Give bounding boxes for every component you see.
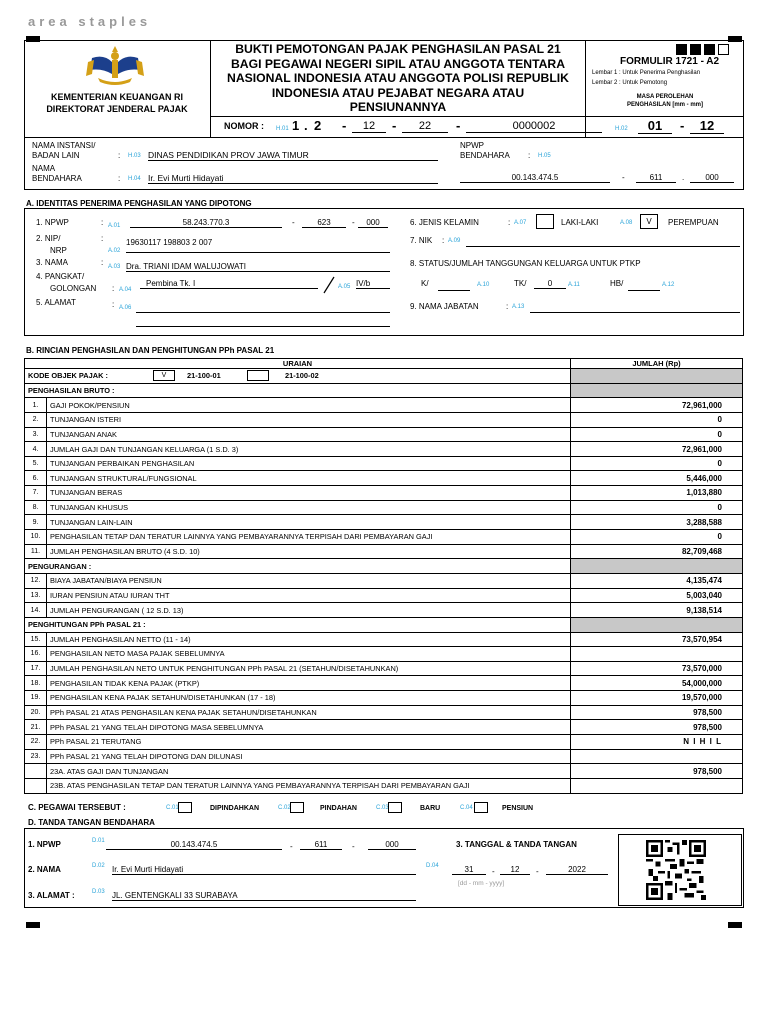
kode-1-checkbox[interactable]: V bbox=[153, 370, 175, 381]
row-label: PENGHASILAN TETAP DAN TERATUR LAINNYA YANG PEMBAYARANNYA TERPISAH DARI PEMBAYARAN GAJI bbox=[47, 530, 571, 545]
row-amount[interactable]: 3,288,588 bbox=[571, 515, 743, 530]
instansi-value[interactable]: DINAS PENDIDIKAN PROV JAWA TIMUR bbox=[148, 150, 438, 161]
col-jumlah: JUMLAH (Rp) bbox=[571, 359, 743, 369]
row-amount[interactable]: 9,138,514 bbox=[571, 603, 743, 618]
instansi-code: H.03 bbox=[128, 153, 141, 159]
row-label: TUNJANGAN BERAS bbox=[47, 486, 571, 501]
a-nama-value[interactable]: Dra. TRIANI IDAM WALUJOWATI bbox=[126, 262, 390, 272]
a-nama-label: 3. NAMA bbox=[36, 258, 69, 267]
table-row bbox=[25, 691, 743, 706]
d-date-dash-1: - bbox=[492, 867, 495, 876]
d-npwp-dash: - bbox=[290, 842, 293, 851]
instansi-colon: : bbox=[118, 151, 121, 160]
row-number bbox=[25, 778, 47, 793]
a-k-input[interactable] bbox=[438, 290, 470, 291]
bendahara-label-2: BENDAHARA bbox=[32, 174, 82, 183]
a-jk-code-1: A.07 bbox=[514, 220, 527, 226]
a-npwp-dash-2: - bbox=[352, 218, 355, 227]
row-number: 2. bbox=[25, 412, 47, 427]
d-npwp-dash-2: - bbox=[352, 842, 355, 851]
row-number: 23. bbox=[25, 749, 47, 764]
row-label: TUNJANGAN ANAK bbox=[47, 427, 571, 442]
row-label: PPh PASAL 21 TERUTANG bbox=[47, 735, 571, 750]
pindahan-label: PINDAHAN bbox=[320, 805, 357, 812]
section-head-row bbox=[25, 559, 743, 574]
nomor-dash-3: - bbox=[456, 118, 461, 133]
a-alamat-colon: : bbox=[112, 300, 115, 309]
a-nip-value[interactable]: 19630117 198803 2 007 bbox=[126, 238, 213, 247]
row-number: 11. bbox=[25, 544, 47, 559]
section-head-label: PENGHITUNGAN PPh PASAL 21 : bbox=[25, 617, 571, 632]
row-amount[interactable] bbox=[571, 778, 743, 793]
table-row bbox=[25, 427, 743, 442]
table-row bbox=[25, 500, 743, 515]
row-number: 5. bbox=[25, 456, 47, 471]
row-label: PENGHASILAN TIDAK KENA PAJAK (PTKP) bbox=[47, 676, 571, 691]
npwp-bendahara-1[interactable]: 00.143.474.5 bbox=[460, 173, 610, 183]
row-number: 22. bbox=[25, 735, 47, 750]
a-nik-code: A.09 bbox=[448, 238, 461, 244]
masa-label-2: PENGHASILAN [mm - mm] bbox=[626, 102, 703, 108]
row-amount[interactable]: 5,003,040 bbox=[571, 588, 743, 603]
npwp-bendahara-code: H.05 bbox=[538, 153, 551, 159]
row-amount[interactable]: 72,961,000 bbox=[571, 442, 743, 457]
row-amount[interactable]: 0 bbox=[571, 412, 743, 427]
qr-code-icon bbox=[646, 840, 706, 900]
header-divider-nomor bbox=[210, 116, 744, 117]
a-npwp-code: A.01 bbox=[108, 223, 121, 229]
row-amount[interactable]: 4,135,474 bbox=[571, 573, 743, 588]
c03-code: C.03 bbox=[376, 805, 389, 811]
npwp-bendahara-2[interactable]: 611 bbox=[636, 173, 676, 183]
table-row bbox=[25, 778, 743, 793]
kode-objek-cell bbox=[25, 369, 571, 384]
lembar-1: Lembar 1 : Untuk Penerima Penghasilan bbox=[592, 70, 701, 76]
instansi-label-1: NAMA INSTANSI/ bbox=[32, 141, 96, 150]
row-label: JUMLAH PENGHASILAN NETO UNTUK PENGHITUNGAN PPh PASAL 21 (SETAHUN/DISETAHUNKAN) bbox=[47, 661, 571, 676]
nomor-part-1[interactable]: 1 bbox=[292, 118, 300, 133]
d-nama-code: D.02 bbox=[92, 863, 105, 869]
kode-1-label: 21-100-01 bbox=[187, 371, 221, 380]
a-nik-label: 7. NIK bbox=[410, 236, 433, 245]
row-number: 19. bbox=[25, 691, 47, 706]
baru-label: BARU bbox=[420, 805, 441, 812]
laki-laki-checkbox[interactable] bbox=[536, 214, 554, 229]
row-number: 10. bbox=[25, 530, 47, 545]
nomor-part-2[interactable]: 2 bbox=[314, 118, 322, 133]
a-npwp-label: 1. NPWP bbox=[36, 218, 69, 227]
masa-to[interactable]: 12 bbox=[690, 118, 724, 134]
nomor-dot: . bbox=[304, 118, 308, 133]
dipindahkan-label: DIPINDAHKAN bbox=[210, 805, 259, 812]
section-d-title: D. TANDA TANGAN BENDAHARA bbox=[28, 818, 155, 827]
a-pangkat-label-2: GOLONGAN bbox=[50, 284, 97, 293]
table-row bbox=[25, 471, 743, 486]
row-number: 8. bbox=[25, 500, 47, 515]
row-amount[interactable]: 0 bbox=[571, 530, 743, 545]
kode-2-checkbox[interactable] bbox=[247, 370, 269, 381]
form-name: FORMULIR 1721 - A2 bbox=[620, 56, 720, 67]
a-nik-colon: : bbox=[442, 236, 445, 245]
c01-code: C.01 bbox=[166, 805, 179, 811]
a-golongan-value[interactable]: IV/b bbox=[356, 279, 390, 289]
d-date-hint: [dd - mm - yyyy] bbox=[458, 880, 505, 887]
masa-code: H.02 bbox=[615, 126, 628, 132]
a-jk-label: 6. JENIS KELAMIN bbox=[410, 218, 479, 227]
a-pangkat-colon: : bbox=[112, 284, 115, 293]
row-label: TUNJANGAN ISTERI bbox=[47, 412, 571, 427]
table-header-row bbox=[25, 359, 743, 369]
d-date-yyyy[interactable]: 2022 bbox=[546, 865, 608, 875]
masa-dash: - bbox=[680, 118, 685, 133]
a-alamat-line-1[interactable] bbox=[136, 312, 390, 313]
a-npwp-1[interactable]: 58.243.770.3 bbox=[130, 218, 282, 228]
nomor-dash-1: - bbox=[342, 118, 347, 133]
a-k-label: K/ bbox=[421, 279, 429, 288]
row-label: PPh PASAL 21 ATAS PENGHASILAN KENA PAJAK SETAHUN/DISETAHUNKAN bbox=[47, 705, 571, 720]
row-number: 21. bbox=[25, 720, 47, 735]
header-divider-left bbox=[210, 40, 211, 138]
nomor-label: NOMOR : bbox=[224, 121, 264, 131]
a-gol-code: A.05 bbox=[338, 284, 351, 290]
nomor-code: H.01 bbox=[276, 126, 289, 132]
section-c-title: C. PEGAWAI TERSEBUT : bbox=[28, 803, 126, 812]
watermark-text: area staples bbox=[28, 14, 152, 29]
d-ttd-label: 3. TANGGAL & TANDA TANGAN bbox=[456, 840, 577, 849]
row-label: JUMLAH GAJI DAN TUNJANGAN KELUARGA (1 S.D. 3) bbox=[47, 442, 571, 457]
masa-label-1: MASA PEROLEHAN bbox=[636, 94, 694, 100]
row-number bbox=[25, 764, 47, 779]
a-pangkat-label-1: 4. PANGKAT/ bbox=[36, 272, 85, 281]
table-row bbox=[25, 676, 743, 691]
row-amount[interactable]: 73,570,000 bbox=[571, 661, 743, 676]
row-label: TUNJANGAN STRUKTURAL/FUNGSIONAL bbox=[47, 471, 571, 486]
row-number: 12. bbox=[25, 573, 47, 588]
a-jabatan-label: 9. NAMA JABATAN bbox=[410, 302, 479, 311]
d-ttd-code: D.04 bbox=[426, 863, 439, 869]
a-alamat-code: A.06 bbox=[119, 305, 132, 311]
a-jabatan-colon: : bbox=[506, 302, 509, 311]
row-label: JUMLAH PENGHASILAN BRUTO (4 S.D. 10) bbox=[47, 544, 571, 559]
a-jabatan-input[interactable] bbox=[530, 312, 740, 313]
row-number: 1. bbox=[25, 398, 47, 413]
a-npwp-dash: - bbox=[292, 218, 295, 227]
row-amount[interactable]: 978,500 bbox=[571, 720, 743, 735]
d-npwp-label: 1. NPWP bbox=[28, 840, 61, 849]
row-number: 9. bbox=[25, 515, 47, 530]
table-row bbox=[25, 398, 743, 413]
row-label: IURAN PENSIUN ATAU IURAN THT bbox=[47, 588, 571, 603]
a-npwp-3[interactable]: 000 bbox=[358, 218, 388, 228]
perempuan-checkbox[interactable]: V bbox=[640, 214, 658, 229]
table-row bbox=[25, 735, 743, 750]
lembar-2: Lembar 2 : Untuk Pemotong bbox=[592, 80, 668, 86]
table-row bbox=[25, 456, 743, 471]
row-number: 16. bbox=[25, 647, 47, 662]
row-amount[interactable]: 0 bbox=[571, 500, 743, 515]
row-number: 18. bbox=[25, 676, 47, 691]
section-head-label: PENGHASILAN BRUTO : bbox=[25, 383, 571, 398]
bendahara-colon: : bbox=[118, 174, 121, 183]
a-nip-label-2: NRP bbox=[50, 246, 67, 255]
gray-cell bbox=[571, 617, 743, 632]
a-tk-label: TK/ bbox=[514, 279, 527, 288]
gray-cell bbox=[571, 559, 743, 574]
col-uraian: URAIAN bbox=[25, 359, 571, 369]
form-page-boxes bbox=[676, 42, 742, 54]
row-amount[interactable]: 0 bbox=[571, 456, 743, 471]
rincian-table bbox=[24, 358, 743, 794]
nomor-part-5[interactable]: 0000002 bbox=[466, 120, 602, 133]
table-row bbox=[25, 588, 743, 603]
perempuan-label: PEREMPUAN bbox=[668, 218, 719, 227]
table-row bbox=[25, 412, 743, 427]
a-nip-colon: : bbox=[101, 234, 104, 243]
section-head-row bbox=[25, 617, 743, 632]
a-jk-code-2: A.08 bbox=[620, 220, 633, 226]
instansi-label-2: BADAN LAIN bbox=[32, 151, 80, 160]
a-jabatan-code: A.13 bbox=[512, 304, 525, 310]
c04-code: C.04 bbox=[460, 805, 473, 811]
section-head-row bbox=[25, 383, 743, 398]
nomor-dash-2: - bbox=[392, 118, 397, 133]
table-row bbox=[25, 632, 743, 647]
laki-laki-label: LAKI-LAKI bbox=[561, 218, 599, 227]
a-nama-code: A.03 bbox=[108, 264, 121, 270]
a-pangkat-code: A.04 bbox=[119, 287, 132, 293]
c02-code: C.02 bbox=[278, 805, 291, 811]
row-number: 4. bbox=[25, 442, 47, 457]
table-row bbox=[25, 764, 743, 779]
a-k-code: A.10 bbox=[477, 282, 490, 288]
d-npwp-2[interactable]: 611 bbox=[300, 840, 342, 850]
a-tk-code: A.11 bbox=[568, 282, 580, 288]
table-row bbox=[25, 486, 743, 501]
npwp-bendahara-dot: . bbox=[682, 173, 685, 182]
d-date-mm[interactable]: 12 bbox=[500, 865, 530, 875]
ministry-logo-icon bbox=[84, 44, 146, 86]
row-amount[interactable]: 1,013,880 bbox=[571, 486, 743, 501]
kode-objek-label: KODE OBJEK PAJAK : bbox=[28, 371, 108, 381]
a-nip-underline bbox=[126, 252, 390, 253]
npwp-bendahara-colon: : bbox=[528, 151, 531, 160]
row-number: 15. bbox=[25, 632, 47, 647]
row-label: TUNJANGAN LAIN-LAIN bbox=[47, 515, 571, 530]
d-npwp-1[interactable]: 00.143.474.5 bbox=[106, 840, 282, 850]
row-label: JUMLAH PENGHASILAN NETTO (11 - 14) bbox=[47, 632, 571, 647]
row-number: 14. bbox=[25, 603, 47, 618]
nomor-part-4[interactable]: 22 bbox=[402, 120, 448, 133]
npwp-bendahara-3[interactable]: 000 bbox=[690, 173, 734, 183]
d-npwp-code: D.01 bbox=[92, 838, 105, 844]
row-label: GAJI POKOK/PENSIUN bbox=[47, 398, 571, 413]
d-alamat-value[interactable]: JL. GENTENGKALI 33 SURABAYA bbox=[112, 891, 416, 901]
d-alamat-label: 3. ALAMAT : bbox=[28, 891, 75, 900]
row-label: TUNJANGAN KHUSUS bbox=[47, 500, 571, 515]
row-amount[interactable]: 0 bbox=[571, 427, 743, 442]
corner-mark-bottom-left bbox=[26, 922, 40, 928]
row-amount[interactable]: N I H I L bbox=[571, 735, 743, 750]
table-row bbox=[25, 530, 743, 545]
row-number: 7. bbox=[25, 486, 47, 501]
row-number: 13. bbox=[25, 588, 47, 603]
npwp-bendahara-label-2: BENDAHARA bbox=[460, 151, 510, 160]
row-amount[interactable]: 5,446,000 bbox=[571, 471, 743, 486]
d-alamat-code: D.03 bbox=[92, 889, 105, 895]
table-row bbox=[25, 647, 743, 662]
d-nama-label: 2. NAMA bbox=[28, 865, 61, 874]
pangkat-slash-icon bbox=[322, 276, 336, 294]
row-label: PPh PASAL 21 YANG TELAH DIPOTONG DAN DILUNASI bbox=[47, 749, 571, 764]
a-nip-code: A.02 bbox=[108, 248, 121, 254]
a-status-label: 8. STATUS/JUMLAH TANGGUNGAN KELUARGA UNTUK PTKP bbox=[410, 259, 641, 268]
a-nama-colon: : bbox=[101, 258, 104, 267]
pensiun-label: PENSIUN bbox=[502, 805, 534, 812]
table-row bbox=[25, 442, 743, 457]
bendahara-code: H.04 bbox=[128, 176, 141, 182]
a-npwp-2[interactable]: 623 bbox=[302, 218, 346, 228]
form-title: BUKTI PEMOTONGAN PAJAK PENGHASILAN PASAL 21 BAGI PEGAWAI NEGERI SIPIL ATAU ANGGOTA TENTARA NASIONAL INDONESIA ATAU ANGGOTA POLISI REPUBLIK INDONESIA ATAU PEJABAT NEGARA ATAU PENSIUNANNYA bbox=[227, 42, 569, 115]
row-label: PPh PASAL 21 YANG TELAH DIPOTONG MASA SEBELUMNYA bbox=[47, 720, 571, 735]
row-label: JUMLAH PENGURANGAN ( 12 S.D. 13) bbox=[47, 603, 571, 618]
d-date-dd[interactable]: 31 bbox=[452, 865, 486, 875]
a-pangkat-value[interactable]: Pembina Tk. I bbox=[140, 279, 318, 289]
row-label: 23A. ATAS GAJI DAN TUNJANGAN bbox=[47, 764, 571, 779]
table-row bbox=[25, 705, 743, 720]
directorate-name: DIREKTORAT JENDERAL PAJAK bbox=[46, 104, 188, 114]
a-hb-label: HB/ bbox=[610, 279, 624, 288]
d-date-dash-2: - bbox=[536, 867, 539, 876]
a-tk-value[interactable]: 0 bbox=[534, 279, 566, 289]
kode-gray-cell bbox=[571, 369, 743, 384]
a-jk-colon: : bbox=[508, 218, 511, 227]
row-amount[interactable]: 82,709,468 bbox=[571, 544, 743, 559]
a-nik-input[interactable] bbox=[466, 246, 740, 247]
kode-objek-row bbox=[25, 369, 743, 384]
pensiun-checkbox[interactable] bbox=[474, 802, 488, 813]
row-amount[interactable] bbox=[571, 647, 743, 662]
a-hb-code: A.12 bbox=[662, 282, 675, 288]
row-label: PENGHASILAN NETO MASA PAJAK SEBELUMNYA bbox=[47, 647, 571, 662]
row-label: BIAYA JABATAN/BIAYA PENSIUN bbox=[47, 573, 571, 588]
bendahara-label-1: NAMA bbox=[32, 164, 56, 173]
dipindahkan-checkbox[interactable] bbox=[178, 802, 192, 813]
section-b-title: B. RINCIAN PENGHASILAN DAN PENGHITUNGAN PPh PASAL 21 bbox=[26, 346, 275, 355]
table-row bbox=[25, 544, 743, 559]
row-number: 6. bbox=[25, 471, 47, 486]
row-label: 23B. ATAS PENGHASILAN TETAP DAN TERATUR LAINNYA YANG PEMBAYARANNYA TERPISAH DARI PEMBAYARAN GAJI bbox=[47, 778, 571, 793]
table-row bbox=[25, 661, 743, 676]
table-row bbox=[25, 720, 743, 735]
d-nama-value[interactable]: Ir. Evi Murti Hidayati bbox=[112, 865, 416, 875]
row-amount[interactable]: 978,500 bbox=[571, 705, 743, 720]
row-number: 20. bbox=[25, 705, 47, 720]
row-label: PENGHASILAN KENA PAJAK SETAHUN/DISETAHUNKAN (17 - 18) bbox=[47, 691, 571, 706]
section-head-label: PENGURANGAN : bbox=[25, 559, 571, 574]
a-npwp-colon: : bbox=[101, 218, 104, 227]
row-amount[interactable]: 54,000,000 bbox=[571, 676, 743, 691]
npwp-bendahara-dash: - bbox=[622, 173, 625, 182]
pindahan-checkbox[interactable] bbox=[290, 802, 304, 813]
bendahara-value[interactable]: Ir. Evi Murti Hidayati bbox=[148, 173, 438, 184]
a-hb-input[interactable] bbox=[628, 290, 660, 291]
corner-mark-bottom-right bbox=[728, 922, 742, 928]
row-amount[interactable] bbox=[571, 749, 743, 764]
baru-checkbox[interactable] bbox=[388, 802, 402, 813]
table-row bbox=[25, 573, 743, 588]
row-number: 3. bbox=[25, 427, 47, 442]
row-amount[interactable]: 73,570,954 bbox=[571, 632, 743, 647]
table-row bbox=[25, 749, 743, 764]
ministry-name: KEMENTERIAN KEUANGAN RI bbox=[50, 92, 183, 102]
row-amount[interactable]: 72,961,000 bbox=[571, 398, 743, 413]
table-row bbox=[25, 515, 743, 530]
a-nip-label-1: 2. NIP/ bbox=[36, 234, 61, 243]
nomor-part-3[interactable]: 12 bbox=[352, 120, 386, 133]
row-number: 17. bbox=[25, 661, 47, 676]
table-row bbox=[25, 603, 743, 618]
d-npwp-3[interactable]: 000 bbox=[368, 840, 416, 850]
npwp-bendahara-label-1: NPWP bbox=[460, 141, 484, 150]
row-amount[interactable]: 978,500 bbox=[571, 764, 743, 779]
a-alamat-line-2[interactable] bbox=[136, 326, 390, 327]
row-amount[interactable]: 19,570,000 bbox=[571, 691, 743, 706]
gray-cell bbox=[571, 383, 743, 398]
kode-2-label: 21-100-02 bbox=[285, 371, 319, 380]
row-label: TUNJANGAN PERBAIKAN PENGHASILAN bbox=[47, 456, 571, 471]
section-a-title: A. IDENTITAS PENERIMA PENGHASILAN YANG DIPOTONG bbox=[26, 199, 252, 208]
masa-from[interactable]: 01 bbox=[638, 118, 672, 134]
a-alamat-label: 5. ALAMAT bbox=[36, 298, 76, 307]
